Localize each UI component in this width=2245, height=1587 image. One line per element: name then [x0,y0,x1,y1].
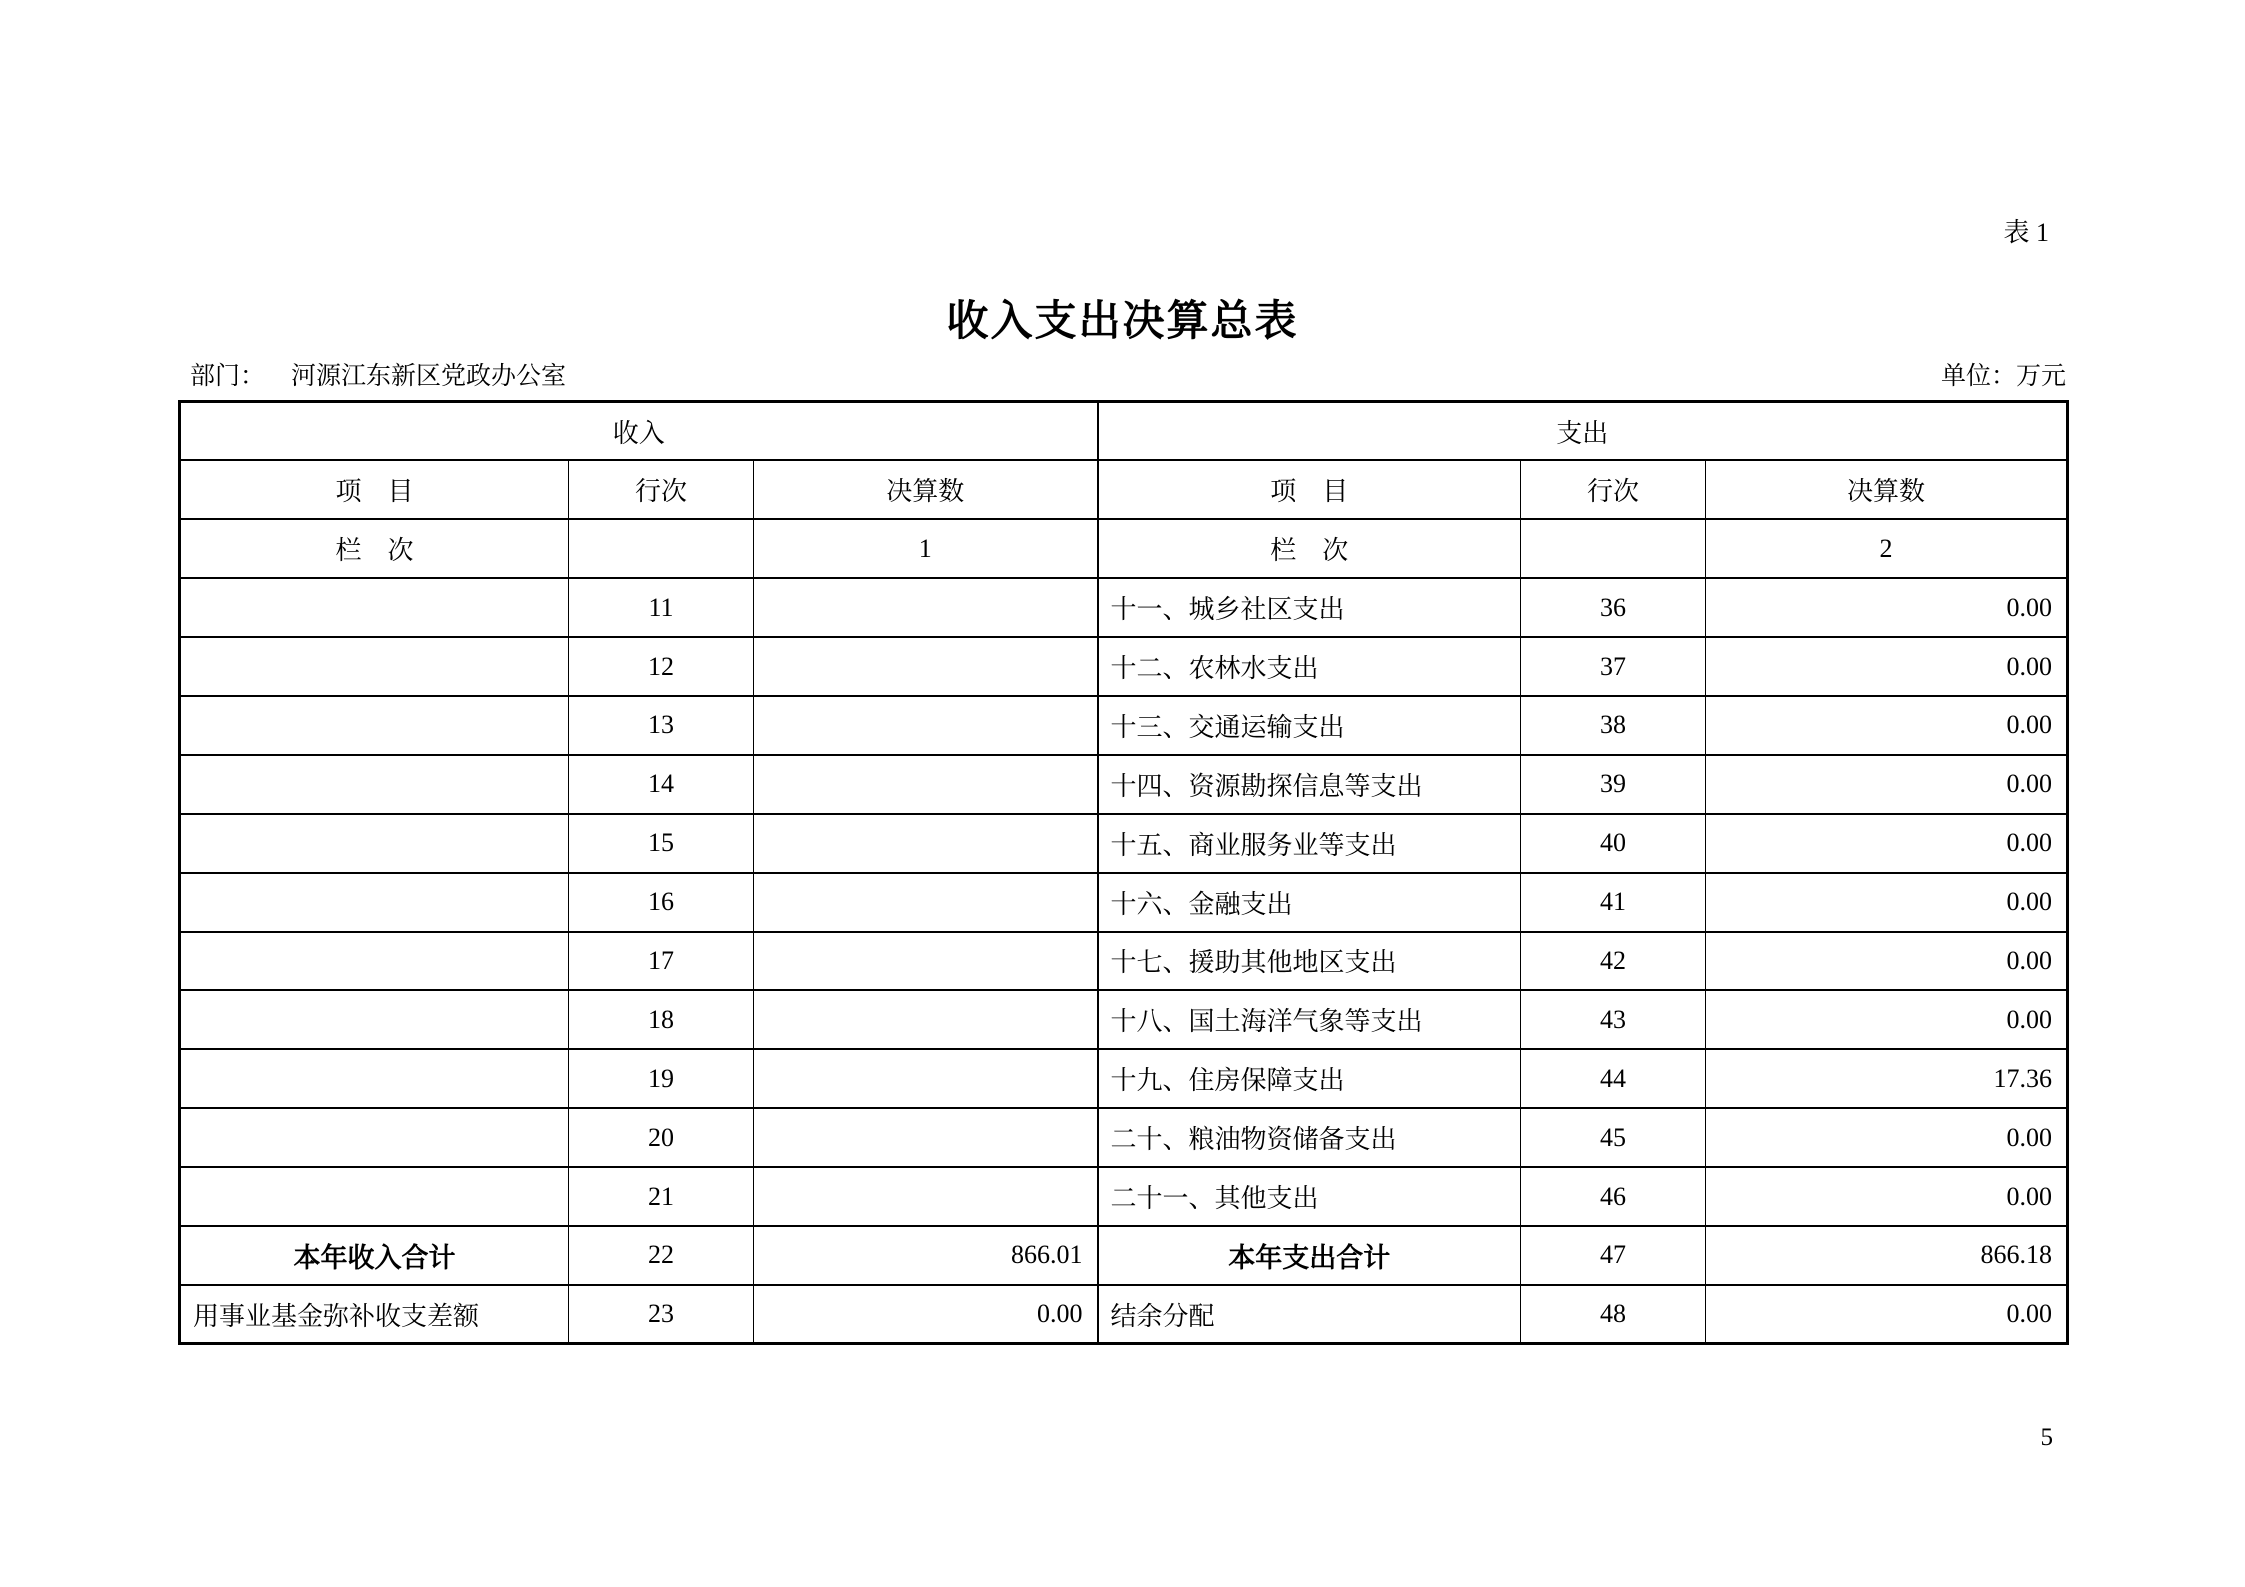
expense-item-cell: 十四、资源勘探信息等支出 [1098,755,1521,814]
expense-total-label: 本年支出合计 [1098,1226,1521,1285]
table-row [180,578,2068,637]
table-row [180,814,2068,873]
income-item-header: 项 目 [180,460,569,519]
expense-line-cell: 46 [1521,1167,1706,1226]
expense-line-cell: 36 [1521,578,1706,637]
income-item-cell [180,990,569,1049]
page-title: 收入支出决算总表 [946,297,1299,344]
income-amount-header: 决算数 [754,460,1098,519]
income-amount-cell [754,814,1098,873]
expense-closing-line: 48 [1521,1285,1706,1344]
income-line-header: 行次 [569,460,754,519]
expense-line-cell: 37 [1521,637,1706,696]
table-row [180,1108,2068,1167]
expense-line-cell: 40 [1521,814,1706,873]
expense-item-cell: 二十、粮油物资储备支出 [1098,1108,1521,1167]
expense-amount-cell: 0.00 [1706,1167,2068,1226]
income-amount-cell [754,696,1098,755]
meta-line [190,356,2066,392]
page-number: 5 [2040,1424,2053,1451]
income-amount-cell [754,990,1098,1049]
expense-amount-cell: 0.00 [1706,696,2068,755]
unit-note: 单位：万元 [1940,363,2066,390]
table-row [180,990,2068,1049]
expense-item-cell: 十七、援助其他地区支出 [1098,932,1521,991]
table-row [180,696,2068,755]
income-amount-cell [754,755,1098,814]
income-expense-table [178,400,2069,1345]
income-item-cell [180,873,569,932]
income-item-cell [180,637,569,696]
table-row [180,873,2068,932]
expense-index-value: 2 [1706,519,2068,578]
column-header-row [180,460,2068,519]
table-row [180,1049,2068,1108]
expense-item-cell: 十三、交通运输支出 [1098,696,1521,755]
income-amount-cell [754,932,1098,991]
income-line-cell: 15 [569,814,754,873]
expense-amount-cell: 0.00 [1706,1108,2068,1167]
section-header-row [180,402,2068,461]
expense-item-cell: 十八、国土海洋气象等支出 [1098,990,1521,1049]
income-closing-line: 23 [569,1285,754,1344]
income-amount-cell [754,1167,1098,1226]
column-index-row [180,519,2068,578]
table-row [180,755,2068,814]
expense-line-cell: 43 [1521,990,1706,1049]
expense-closing-label: 结余分配 [1098,1285,1521,1344]
income-item-cell [180,1108,569,1167]
expense-amount-cell: 0.00 [1706,932,2068,991]
table-body [180,402,2068,1344]
expense-item-cell: 十一、城乡社区支出 [1098,578,1521,637]
income-amount-cell [754,1049,1098,1108]
expense-index-label: 栏 次 [1098,519,1521,578]
table-row [180,637,2068,696]
income-item-cell [180,696,569,755]
expense-amount-header: 决算数 [1706,460,2068,519]
income-line-cell: 18 [569,990,754,1049]
expense-amount-cell: 0.00 [1706,814,2068,873]
expense-amount-cell: 0.00 [1706,637,2068,696]
income-closing-label: 用事业基金弥补收支差额 [180,1285,569,1344]
income-amount-cell [754,1108,1098,1167]
expense-line-cell: 41 [1521,873,1706,932]
income-item-cell [180,755,569,814]
income-item-cell [180,1167,569,1226]
income-line-cell: 13 [569,696,754,755]
income-section-header: 收入 [180,402,1098,461]
department-label: 部门： [190,363,266,390]
income-index-label: 栏 次 [180,519,569,578]
expense-line-cell: 38 [1521,696,1706,755]
expense-amount-cell: 0.00 [1706,578,2068,637]
expense-line-cell: 39 [1521,755,1706,814]
expense-item-cell: 十五、商业服务业等支出 [1098,814,1521,873]
expense-amount-cell: 0.00 [1706,873,2068,932]
department-value: 河源江东新区党政办公室 [291,363,567,390]
expense-amount-cell: 17.36 [1706,1049,2068,1108]
expense-section-header: 支出 [1098,402,2068,461]
income-item-cell [180,932,569,991]
income-total-line: 22 [569,1226,754,1285]
expense-item-header: 项 目 [1098,460,1521,519]
expense-item-cell: 十六、金融支出 [1098,873,1521,932]
income-line-cell: 16 [569,873,754,932]
expense-item-cell: 二十一、其他支出 [1098,1167,1521,1226]
expense-line-cell: 42 [1521,932,1706,991]
income-line-cell: 19 [569,1049,754,1108]
expense-line-cell: 45 [1521,1108,1706,1167]
totals-row [180,1226,2068,1285]
expense-amount-cell: 0.00 [1706,990,2068,1049]
expense-index-blank [1521,519,1706,578]
income-item-cell [180,578,569,637]
income-item-cell [180,814,569,873]
income-line-cell: 17 [569,932,754,991]
income-line-cell: 21 [569,1167,754,1226]
expense-item-cell: 十二、农林水支出 [1098,637,1521,696]
closing-row [180,1285,2068,1344]
corner-table-tag: 表 1 [2003,218,2049,247]
expense-amount-cell: 0.00 [1706,755,2068,814]
expense-line-cell: 44 [1521,1049,1706,1108]
expense-closing-amount: 0.00 [1706,1285,2068,1344]
expense-total-line: 47 [1521,1226,1706,1285]
income-amount-cell [754,873,1098,932]
income-total-amount: 866.01 [754,1226,1098,1285]
income-index-value: 1 [754,519,1098,578]
income-index-blank [569,519,754,578]
income-item-cell [180,1049,569,1108]
expense-line-header: 行次 [1521,460,1706,519]
income-closing-amount: 0.00 [754,1285,1098,1344]
table-row [180,932,2068,991]
expense-item-cell: 十九、住房保障支出 [1098,1049,1521,1108]
income-total-label: 本年收入合计 [180,1226,569,1285]
income-line-cell: 12 [569,637,754,696]
table-row [180,1167,2068,1226]
income-line-cell: 14 [569,755,754,814]
income-line-cell: 20 [569,1108,754,1167]
income-line-cell: 11 [569,578,754,637]
expense-total-amount: 866.18 [1706,1226,2068,1285]
income-amount-cell [754,578,1098,637]
income-amount-cell [754,637,1098,696]
